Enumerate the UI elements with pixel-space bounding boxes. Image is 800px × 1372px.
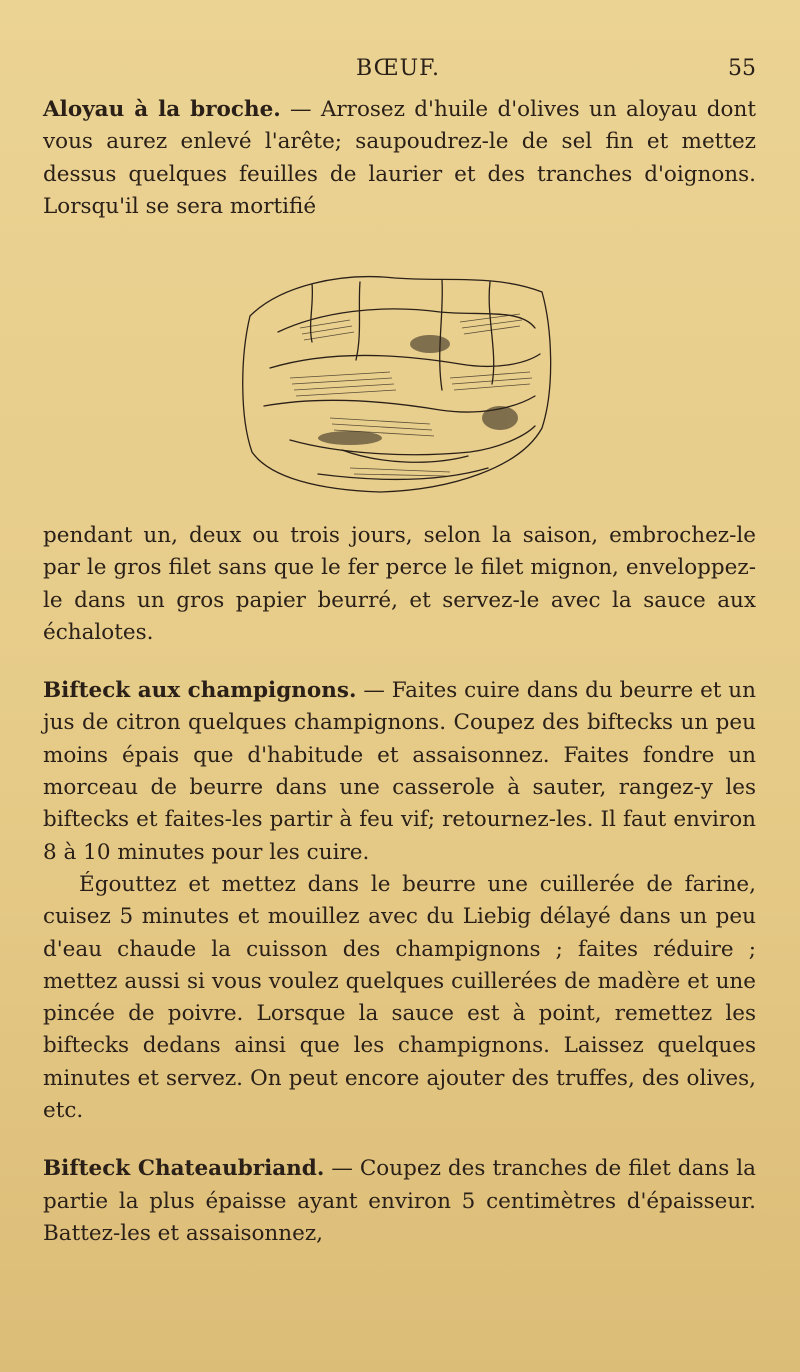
recipe-heading-bifteck-champignons: Bifteck aux champignons. <box>43 678 357 704</box>
paragraph: pendant un, deux ou trois jours, selon la saison, embrochez-le par le gros filet sans que le fer perce le filet mignon, enveloppez-le dans un gros papier beurré, et servez-le avec la sauce aux échalotes. <box>43 523 756 645</box>
paragraph: Égouttez et mettez dans le beurre une cuillerée de farine, cuisez 5 minutes et mouillez avec du Liebig délayé dans un peu d'eau chaude la cuisson des champignons ; faites réduire ; mettez aussi si vous voulez quelques cuillerées de madère et une pincée de poivre. Lorsque la sauce est à point, remettez les biftecks dedans ainsi que les champignons. Laissez quelques minutes et servez. On peut encore ajouter des truffes, des olives, etc. <box>43 871 756 1124</box>
recipe-heading-aloyau: Aloyau à la broche. <box>43 97 281 122</box>
paragraph <box>43 94 756 223</box>
paragraph <box>43 675 756 869</box>
running-head-title: BŒUF. <box>356 56 440 81</box>
recipe-text: — Coupez des tranches de filet dans la partie la plus épaisse ayant environ 5 centimètres d'épaisseur. Battez-les et assaisonnez, <box>43 1156 756 1246</box>
recipe-text: — Arrosez d'huile d'olives un aloyau dont vous aurez enlevé l'arête; saupoudrez-le de sel fin et mettez dessus quelques feuilles de laurier et des tranches d'oignons. Lorsqu'il se sera mortifié <box>43 97 756 219</box>
paragraph <box>43 1153 756 1250</box>
roast-beef-engraving-icon <box>230 268 570 498</box>
recipe-aloyau-intro <box>43 94 756 223</box>
paragraph-gap <box>43 649 756 675</box>
recipe-heading-bifteck-chateaubriand: Bifteck Chateaubriand. <box>43 1156 325 1182</box>
recipe-text: — Faites cuire dans du beurre et un jus de citron quelques champignons. Coupez des biftecks un peu moins épais que d'habitude et assaisonnez. Faites fondre un morceau de beurre dans une casserole à sauter, rangez-y les biftecks et faites-les partir à feu vif; retournez-les. Il faut environ 8 à 10 minutes pour les cuire. <box>43 678 756 865</box>
paragraph-gap <box>43 1127 756 1153</box>
recipe-text-block <box>43 520 756 1250</box>
page-number: 55 <box>728 56 756 81</box>
running-head <box>0 56 800 86</box>
